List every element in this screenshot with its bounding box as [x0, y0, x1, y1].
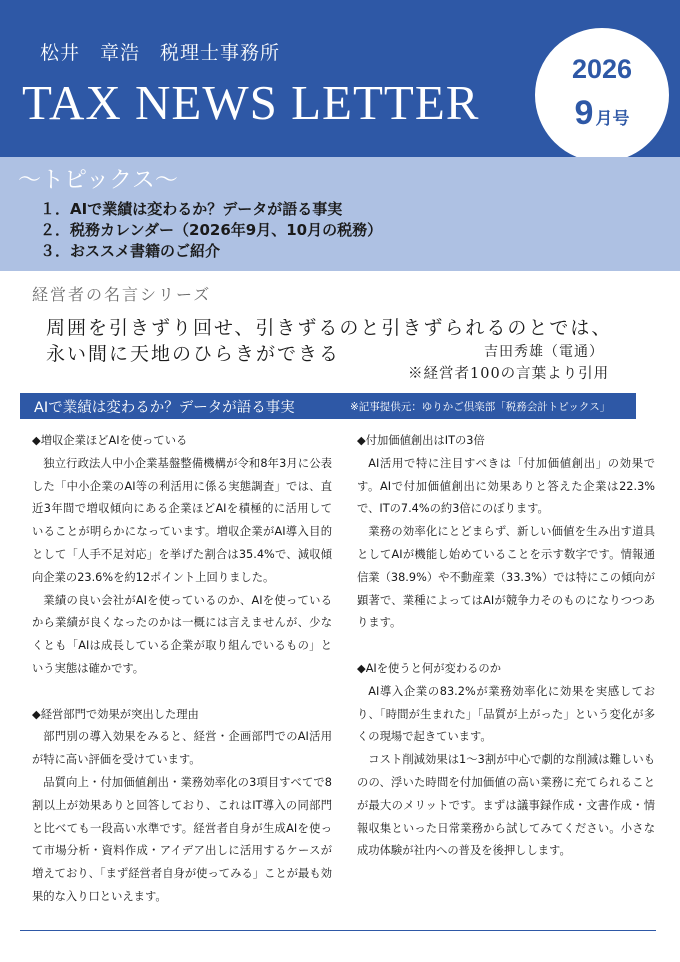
article-right-column: [357, 430, 655, 863]
section-heading: ◆増収企業ほどAIを使っている: [32, 434, 188, 447]
issue-year: 2026: [571, 54, 633, 84]
section-paragraph: AI活用で特に注目すべきは「付加価値創出」の効果です。AIで付加価値創出に効果ありと答えた企業は22.3%で、ITの7.4%の約3倍にのぼります。: [357, 456, 655, 516]
topics-title: ～トピックス～: [18, 167, 178, 193]
masthead-title: TAX NEWS LETTER: [22, 75, 480, 130]
section-paragraph: AI導入企業の83.2%が業務効率化に効果を実感しており、「時間が生まれた」「品質が上がった」という変化が多くの現場で起きています。: [357, 684, 655, 744]
article-left-column: [32, 430, 332, 909]
section-paragraph: 独立行政法人中小企業基盤整備機構が令和8年3月に公表した「中小企業のAI等の利活用に係る実態調査」では、直近3年間で増収傾向にある企業ほどAIを積極的に活用していることが明らかになっています。増収企業がAI導入目的として「人手不足対応」を挙げた割合は35.4%で、減収傾向企業の23.6%を約12ポイント上回りました。: [32, 456, 332, 584]
article-header-bar: [20, 393, 636, 419]
section-heading: ◆経営部門で効果が突出した理由: [32, 707, 199, 721]
newsletter-header: [0, 0, 680, 157]
quote-series-label: 経営者の名言シリーズ: [32, 285, 212, 304]
section-spacer: [357, 635, 655, 658]
article-title: AIで業績は変わるか？データが語る事実: [34, 400, 295, 416]
footer-divider: [20, 930, 656, 931]
section-paragraph: 部門別の導入効果をみると、経営・企画部門でのAI活用が特に高い評価を受けています。: [32, 730, 332, 767]
topic-item: １．AIで業績は変わるか？データが語る事実: [40, 200, 343, 218]
issue-badge: [532, 25, 672, 157]
section-paragraph: 業績の良い会社がAIを使っているのか、AIを使っているから業績が良くなったのかは一概には言えませんが、少なくとも「AIは成長している企業が取り組んでいるもの」という実態は確かです。: [32, 593, 332, 675]
topic-item: ３．おススメ書籍のご紹介: [40, 242, 221, 260]
topics-panel: [0, 157, 680, 271]
topics-list: [40, 199, 382, 262]
issue-month-label: 月号: [595, 109, 630, 128]
issue-month: [535, 94, 669, 133]
section-heading: ◆AIを使うと何が変わるのか: [357, 661, 502, 675]
section-paragraph: 業務の効率化にとどまらず、新しい価値を生み出す道具としてAIが機能し始めていることを示す数字です。情報通信業（38.9%）や不動産業（33.3%）では特にこの傾向が顕著で、業種によってはAIが競争力そのものになりつつあります。: [357, 525, 655, 630]
quote-author: 吉田秀雄（電通）: [484, 344, 604, 360]
section-heading: ◆付加価値創出はITの3倍: [357, 434, 485, 447]
quote-line-1: 周囲を引きずり回せ、引きずるのと引きずられるのとでは、: [46, 317, 613, 339]
quote-line-2: 永い間に天地のひらきができる: [46, 343, 341, 365]
topic-item: ２．税務カレンダー（2026年9月、10月の税務）: [40, 221, 383, 239]
quote-source: ※経営者100の言葉より引用: [408, 366, 610, 382]
office-name: 松井 章浩 税理士事務所: [40, 42, 281, 64]
section-spacer: [32, 681, 332, 704]
issue-month-number: 9: [574, 94, 594, 132]
section-paragraph: コスト削減効果は1～3割が中心で劇的な削減は難しいものの、浮いた時間を付加価値の高い業務に充てられることが最大のメリットです。まずは議事録作成・文書作成・情報収集といった日常業務から試してみてください。小さな成功体験が社内への普及を後押しします。: [357, 753, 655, 858]
section-paragraph: 品質向上・付加価値創出・業務効率化の3項目すべてで8割以上が効果ありと回答しており、これはIT導入の同部門と比べても一段高い水準です。経営者自身が生成AIを使って市場分析・資料作成・アイデア出しに活用するケースが増えており、「まず経営者自身が使ってみる」ことが最も効果的な入り口といえます。: [32, 775, 332, 903]
article-credit: ※記事提供元：ゆりかご倶楽部「税務会計トピックス」: [350, 401, 611, 413]
